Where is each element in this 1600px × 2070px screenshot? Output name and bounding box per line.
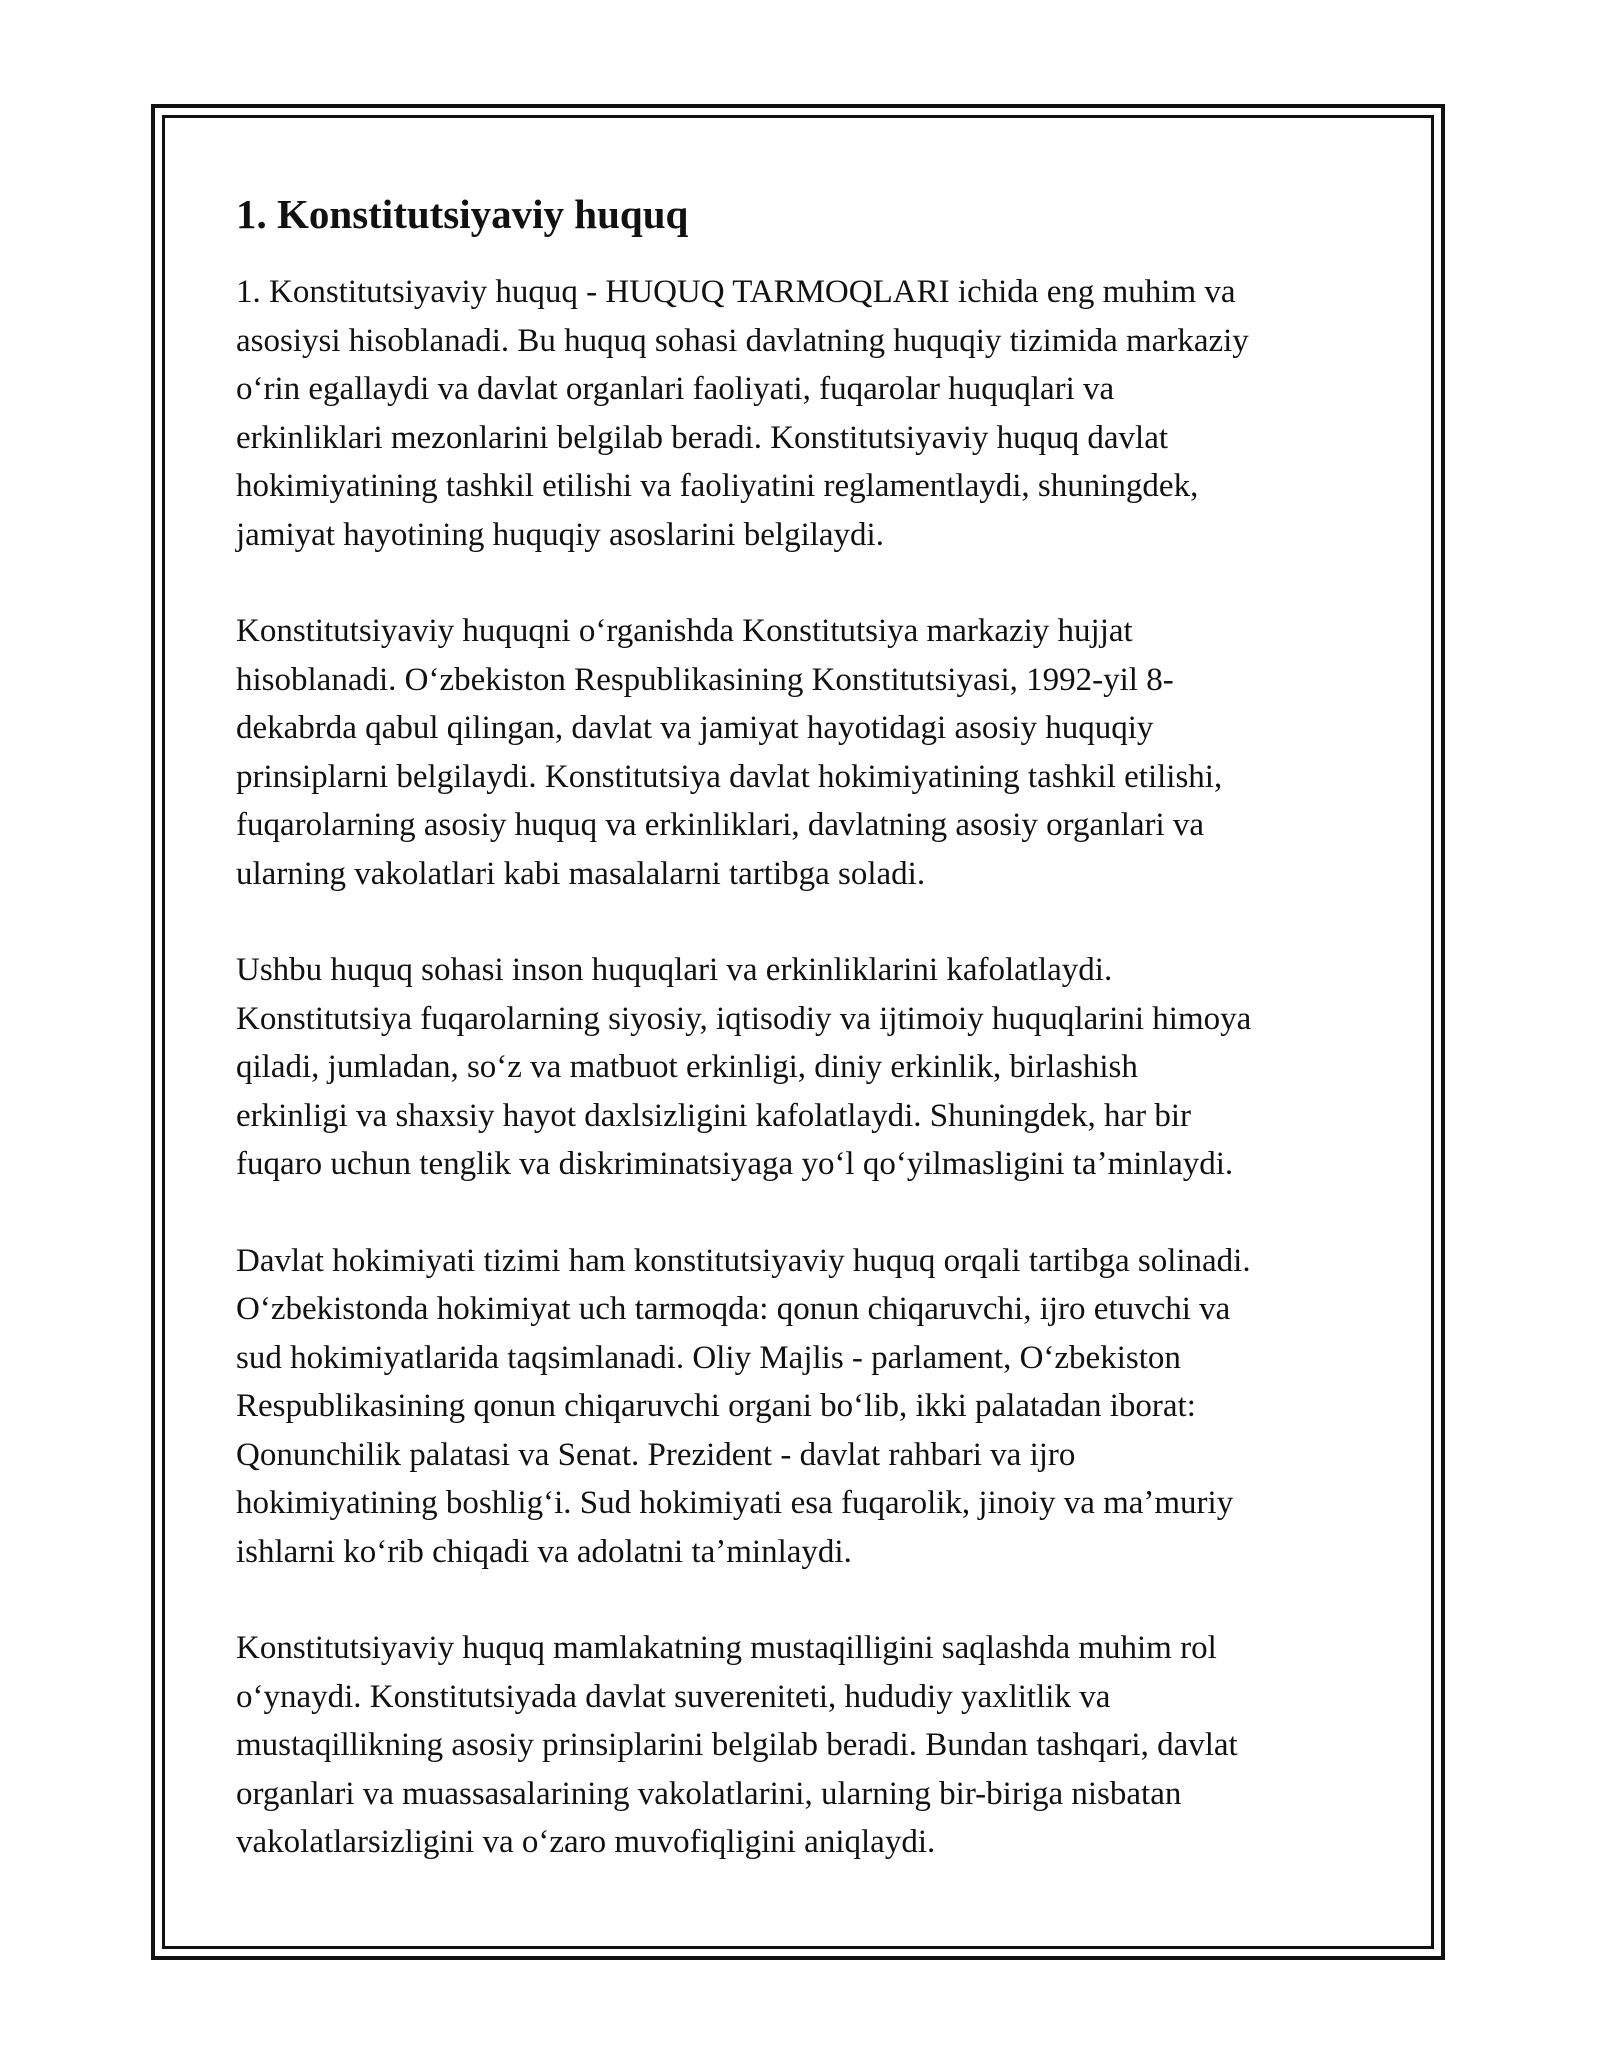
paragraph-line: organlari va muassasalarining vakolatlarini, ularning bir-biriga nisbatan [236,1775,1182,1812]
paragraph-line: Konstitutsiyaviy huquqni oʻrganishda Konstitutsiya markaziy hujjat [236,613,1133,649]
paragraph-line: hokimiyatining tashkil etilishi va faoliyatini reglamentlaydi, shuningdek, [236,468,1199,504]
paragraph-line: erkinligi va shaxsiy hayot daxlsizligini kafolatlaydi. Shuningdek, har bir [236,1097,1191,1134]
paragraph-line: qiladi, jumladan, soʻz va matbuot erkinligi, diniy erkinlik, birlashish [236,1049,1138,1085]
paragraph-line: 1. Konstitutsiyaviy huquq - HUQUQ TARMOQLARI ichida eng muhim va [236,274,1236,310]
paragraph-line: Konstitutsiyaviy huquq mamlakatning mustaqilligini saqlashda muhim rol [236,1630,1217,1666]
paragraph-line: oʻynaydi. Konstitutsiyada davlat suvereniteti, hududiy yaxlitlik va [236,1678,1111,1715]
paragraph-line: vakolatlarsizligini va oʻzaro muvofiqligini aniqlaydi. [236,1824,936,1860]
paragraph-line: erkinliklari mezonlarini belgilab beradi. Konstitutsiyaviy huquq davlat [236,419,1169,456]
paragraph-line: fuqaro uchun tenglik va diskriminatsiyaga yoʻl qoʻyilmasligini taʼminlaydi. [236,1146,1234,1182]
paragraph-line: Konstitutsiya fuqarolarning siyosiy, iqtisodiy va ijtimoiy huquqlarini himoya [236,1000,1252,1037]
paragraph-line: Qonunchilik palatasi va Senat. Prezident - davlat rahbari va ijro [236,1436,1076,1473]
paragraph-line: prinsiplarni belgilaydi. Konstitutsiya davlat hokimiyatining tashkil etilishi, [236,758,1223,795]
paragraph-line: hisoblanadi. Oʻzbekiston Respublikasining Konstitutsiyasi, 1992-yil 8- [236,661,1174,698]
document-body [236,186,1366,1915]
paragraph-line: asosiysi hisoblanadi. Bu huquq sohasi davlatning huquqiy tizimida markaziy [236,322,1249,359]
paragraph-line: hokimiyatining boshligʻi. Sud hokimiyati esa fuqarolik, jinoiy va maʼmuriy [236,1485,1234,1521]
paragraph-line: oʻrin egallaydi va davlat organlari faoliyati, fuqarolar huquqlari va [236,371,1115,407]
paragraph-line: fuqarolarning asosiy huquq va erkinliklari, davlatning asosiy organlari va [236,807,1205,843]
paragraph-line: dekabrda qabul qilingan, davlat va jamiyat hayotidagi asosiy huquqiy [236,710,1154,746]
paragraph-line: Davlat hokimiyati tizimi ham konstitutsiyaviy huquq orqali tartibga solinadi. [236,1242,1251,1279]
paragraph-line: mustaqillikning asosiy prinsiplarini belgilab beradi. Bundan tashqari, davlat [236,1727,1238,1763]
paragraph [236,946,1366,1189]
paragraph-line: jamiyat hayotining huquqiy asoslarini belgilaydi. [236,516,884,553]
paragraph-line: Respublikasining qonun chiqaruvchi organi boʻlib, ikki palatadan iborat: [236,1388,1196,1424]
paragraph-line: ishlarni koʻrib chiqadi va adolatni taʼminlaydi. [236,1533,852,1570]
paragraph [236,1624,1366,1867]
paragraphs-container [236,268,1366,1867]
document-title: 1. Konstitutsiyaviy huquq [236,191,689,237]
paragraph [236,607,1366,898]
paragraph [236,268,1366,559]
paragraph [236,1237,1366,1577]
paragraph-line: Oʻzbekistonda hokimiyat uch tarmoqda: qonun chiqaruvchi, ijro etuvchi va [236,1291,1231,1327]
paragraph-line: ularning vakolatlari kabi masalalarni tartibga soladi. [236,855,926,892]
paragraph-line: sud hokimiyatlarida taqsimlanadi. Oliy Majlis - parlament, Oʻzbekiston [236,1339,1181,1376]
paragraph-line: Ushbu huquq sohasi inson huquqlari va erkinliklarini kafolatlaydi. [236,952,1113,988]
